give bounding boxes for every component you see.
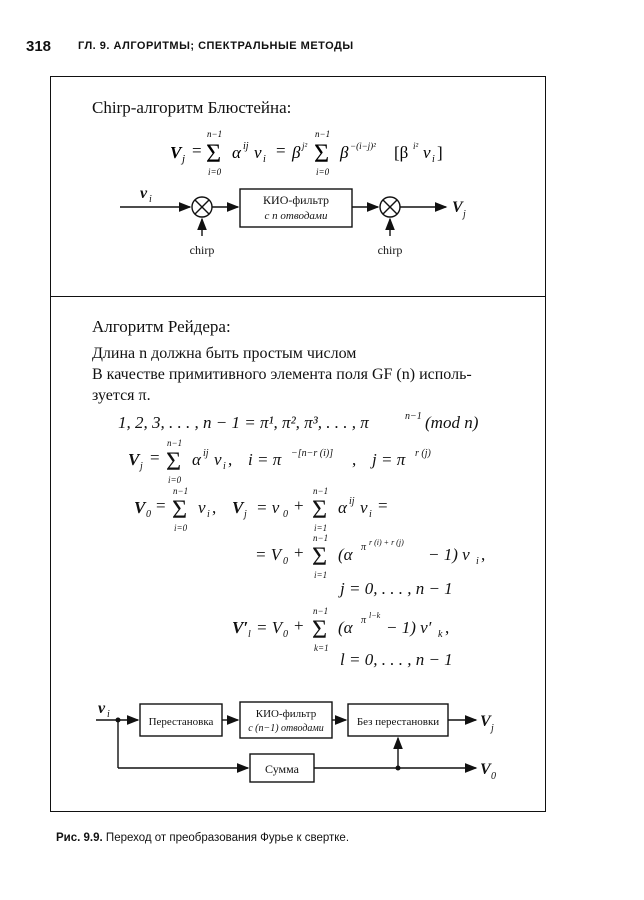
bl-t2-exp: −(i−j)² xyxy=(350,141,376,151)
rd-eq3-rhs: = v xyxy=(256,498,280,517)
rd-input-sub: i xyxy=(107,709,110,720)
rd-eq3-rhs-sub: 0 xyxy=(283,509,288,520)
rd-eq6-lhs: V′ xyxy=(232,618,249,637)
rd-eq6-exp2: l−k xyxy=(369,611,381,620)
rd-eq6-rhs-sub: 0 xyxy=(283,629,288,640)
rd-eq3-lhs-sub: 0 xyxy=(146,509,151,520)
rd-filter-line2: с (n−1) отводами xyxy=(248,723,324,734)
rd-eq3-end: = xyxy=(378,496,388,515)
rd-eq3-comma: , xyxy=(212,498,217,517)
rd-eq3-tvar-sub: i xyxy=(369,509,372,520)
rd-eq2-j-exp: r (j) xyxy=(415,448,431,459)
bl-sigma2: Σ xyxy=(314,139,330,168)
bl-t1-base: α xyxy=(232,143,241,162)
caption-text: Переход от преобразования Фурье к свертке. xyxy=(105,832,350,844)
rd-eq2-i: i = π xyxy=(248,450,282,469)
rd-eq3-sigma: Σ xyxy=(172,495,188,524)
rd-out-top: V xyxy=(480,713,491,730)
rader-line3: зуется π. xyxy=(92,387,151,404)
rd-eq6-sigma: Σ xyxy=(312,615,328,644)
rd-eq6-close-sub: k xyxy=(438,629,443,640)
rader-line1: Длина n должна быть простым числом xyxy=(92,345,357,362)
rd-eq6-upper: n−1 xyxy=(313,606,329,616)
rd-eq4-plus: + xyxy=(294,543,304,562)
rd-eq6-lower: k=1 xyxy=(314,643,329,653)
bl-input-sub: i xyxy=(149,194,152,205)
bl-chirp-right: chirp xyxy=(377,243,403,257)
rd-eq2-sigma: Σ xyxy=(166,447,182,476)
bl-output-sub: j xyxy=(463,209,466,220)
rd-nopermute-label: Без перестановки xyxy=(356,716,440,728)
rd-out-bottom: V xyxy=(480,761,491,778)
rd-junction-right xyxy=(396,766,401,771)
rd-junction-left xyxy=(116,718,121,723)
rd-eq2-lhs-sub: j xyxy=(140,461,143,472)
rd-sum-label: Сумма xyxy=(265,762,299,776)
rd-eq4-close-sub: i xyxy=(476,556,479,567)
rd-eq5: j = 0, . . . , n − 1 xyxy=(340,579,453,598)
rd-eq1-exp: n−1 xyxy=(405,411,422,422)
bl-input-label: v xyxy=(140,185,148,202)
bl-pre: β xyxy=(292,143,301,162)
bl-chirp-left: chirp xyxy=(189,243,215,257)
rd-eq4-exp2: r (i) + r (j) xyxy=(369,538,404,547)
rd-eq6-open: (α xyxy=(338,618,353,637)
bl-t1-var-sub: i xyxy=(263,154,266,165)
rader-equations xyxy=(118,411,485,669)
rd-eq3-var-sub: i xyxy=(207,509,210,520)
bl-sigma1: Σ xyxy=(206,139,222,168)
rd-eq3-eq: = xyxy=(156,496,166,515)
rd-eq2-comma: , xyxy=(228,450,233,469)
rd-eq4-comma: , xyxy=(481,545,486,564)
bl-bracket-tail: v xyxy=(423,143,431,162)
rd-eq2-var-sub: i xyxy=(223,461,226,472)
rd-eq7: l = 0, . . . , n − 1 xyxy=(340,650,453,669)
bl-sum-lower: i=0 xyxy=(208,167,222,177)
rd-eq4-exp: π xyxy=(361,542,367,553)
rd-out-top-sub: j xyxy=(491,723,494,734)
rd-eq4-upper: n−1 xyxy=(313,533,329,543)
page-number: 318 xyxy=(26,38,52,55)
bl-bracket: [β xyxy=(394,143,409,162)
bl-bracket-exp: i² xyxy=(413,141,419,151)
bl-filter-line1: КИО-фильтр xyxy=(263,193,329,207)
rd-eq2-eq: = xyxy=(150,448,160,467)
running-title: ГЛ. 9. АЛГОРИТМЫ; СПЕКТРАЛЬНЫЕ МЕТОДЫ xyxy=(78,40,354,52)
rd-eq6-rhs: = V xyxy=(256,618,283,637)
rd-eq3-term: α xyxy=(338,498,347,517)
rd-eq2-term-exp: ij xyxy=(203,448,209,459)
rd-eq4-start: = V xyxy=(255,545,282,564)
rd-eq4-lower: i=1 xyxy=(314,570,328,580)
bl-lhs-sub: j xyxy=(182,153,186,165)
bl-eq1: = xyxy=(192,141,202,160)
bl-output-label: V xyxy=(452,199,463,216)
bl-filter-line2: с n отводами xyxy=(264,210,328,222)
bl-sum2-lower: i=0 xyxy=(316,167,330,177)
rd-eq2-lower: i=0 xyxy=(168,475,182,485)
rd-eq3-sigma2: Σ xyxy=(312,495,328,524)
rd-eq4-sigma: Σ xyxy=(312,542,328,571)
rd-eq3-lower2: i=1 xyxy=(314,523,328,533)
rd-eq6-comma: , xyxy=(445,618,450,637)
rd-eq3-vj-sub: j xyxy=(244,509,247,520)
rd-eq2-upper: n−1 xyxy=(167,438,183,448)
rd-filter-line1: КИО-фильтр xyxy=(255,708,317,720)
rd-input-label: v xyxy=(98,700,106,717)
rd-eq3-upper: n−1 xyxy=(173,486,189,496)
rd-eq4-close: − 1) v xyxy=(428,545,470,564)
rd-eq3-var: v xyxy=(198,498,206,517)
figure-caption xyxy=(56,832,349,844)
bl-bracket-tail-sub: i xyxy=(432,154,435,165)
rd-eq2-comma2: , xyxy=(352,450,357,469)
rd-eq2-i-exp: −[n−r (i)] xyxy=(291,448,334,459)
bluestein-formula xyxy=(170,129,443,177)
rd-eq3-tvar: v xyxy=(360,498,368,517)
bl-sum2-upper: n−1 xyxy=(315,129,331,139)
rd-eq3-plus: + xyxy=(294,496,304,515)
caption-label: Рис. 9.9. xyxy=(56,832,103,844)
rd-eq1-mod: (mod n) xyxy=(425,413,479,432)
bl-eq2: = xyxy=(276,141,286,160)
rd-permute-label: Перестановка xyxy=(148,716,214,728)
rd-eq3-vj: V xyxy=(232,498,244,517)
bl-t2-base: β xyxy=(340,143,349,162)
rd-eq4-start-sub: 0 xyxy=(283,556,288,567)
bl-bracket-close: ] xyxy=(437,143,443,162)
rd-eq6-lhs-sub: l xyxy=(248,629,251,640)
rd-eq3-term-exp: ij xyxy=(349,496,355,507)
rd-out-bottom-sub: 0 xyxy=(491,771,496,782)
bl-lhs: V xyxy=(170,143,182,162)
rd-eq2-var: v xyxy=(214,450,222,469)
rd-eq3-lower: i=0 xyxy=(174,523,188,533)
bl-t1-exp: ij xyxy=(243,141,249,152)
rd-eq2-term: α xyxy=(192,450,201,469)
rd-eq4-open: (α xyxy=(338,545,353,564)
rd-eq3-upper2: n−1 xyxy=(313,486,329,496)
rd-eq3-lhs: V xyxy=(134,498,146,517)
bl-sum-upper: n−1 xyxy=(207,129,223,139)
rd-eq6-plus: + xyxy=(294,616,304,635)
rader-line2: В качестве примитивного элемента поля GF (n) исполь- xyxy=(92,366,472,383)
rd-eq2-lhs: V xyxy=(128,450,140,469)
rd-eq1: 1, 2, 3, . . . , n − 1 = π¹, π², π³, . . . , π xyxy=(118,413,369,432)
bl-pre-exp: j² xyxy=(302,141,308,151)
rd-eq6-exp: π xyxy=(361,615,367,626)
rd-eq6-close: − 1) v′ xyxy=(386,618,432,637)
rader-title: Алгоритм Рейдера: xyxy=(92,317,231,336)
rd-eq2-j: j = π xyxy=(372,450,406,469)
bl-t1-var: v xyxy=(254,143,262,162)
bluestein-title: Chirp-алгоритм Блюстейна: xyxy=(92,98,292,117)
